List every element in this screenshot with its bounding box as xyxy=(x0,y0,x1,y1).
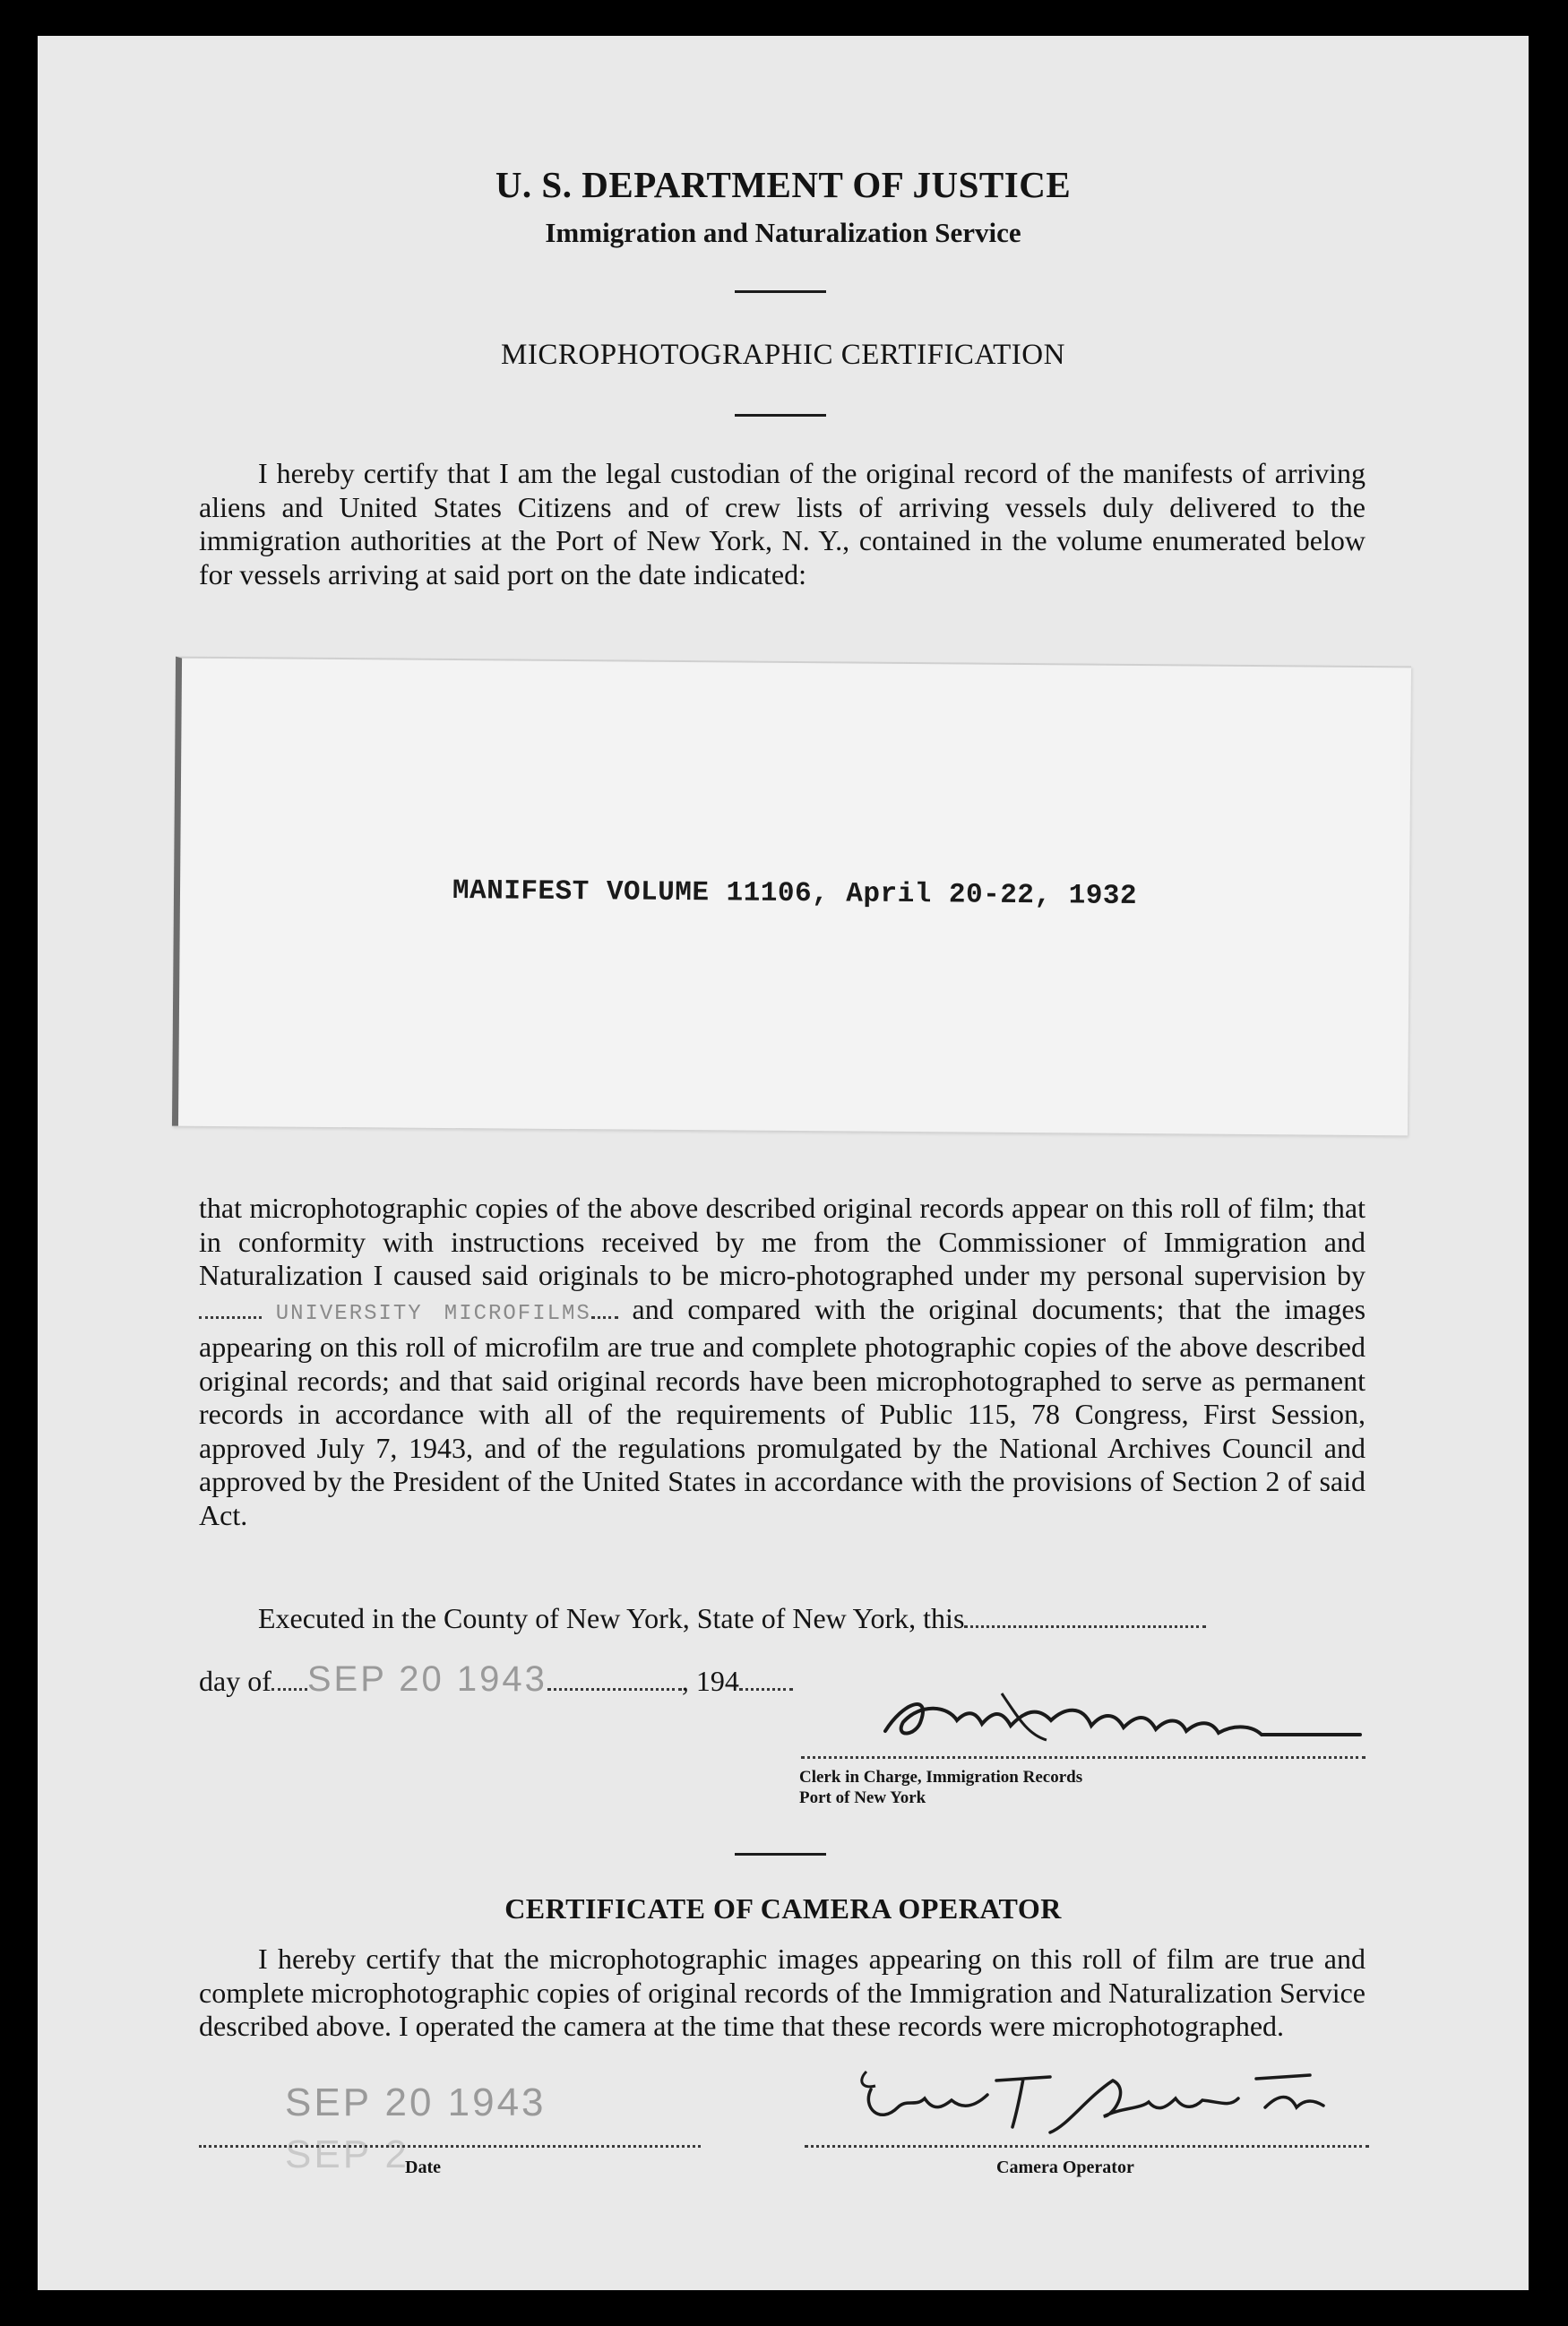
clerk-title-line2: Port of New York xyxy=(799,1788,926,1807)
divider-rule xyxy=(735,1853,826,1856)
camera-operator-signature xyxy=(844,2063,1373,2134)
manifest-volume-text: MANIFEST VOLUME 11106, April 20-22, 1932 xyxy=(452,875,1138,913)
dotted-fill xyxy=(964,1622,1206,1628)
dotted-fill xyxy=(547,1684,682,1691)
dotted-fill xyxy=(271,1684,307,1691)
day-of-line xyxy=(199,1659,793,1700)
camera-operator-label: Camera Operator xyxy=(996,2158,1134,2177)
executed-line xyxy=(258,1602,1206,1635)
camera-certificate-text: I hereby certify that the microphotographic images appearing on this roll of film are true and complete microphotographic copies of original records of the Immigration and Naturalization Service described above. I operated the camera at the time that these records were microphotographed. xyxy=(199,1943,1366,2042)
microfilm-company-stamp: UNIVERSITY MICROFILMS xyxy=(275,1301,591,1326)
year-prefix: , 194 xyxy=(681,1665,739,1697)
camera-date-stamp: SEP 20 1943 xyxy=(285,2080,547,2124)
day-of-label: day of xyxy=(199,1665,271,1697)
certification-body xyxy=(199,1192,1366,1532)
operator-signature-line xyxy=(805,2145,1369,2148)
clerk-signature xyxy=(867,1684,1369,1747)
dotted-fill xyxy=(739,1684,793,1691)
date-label: Date xyxy=(405,2158,441,2177)
clerk-title-line1: Clerk in Charge, Immigration Records xyxy=(799,1768,1083,1787)
date-signature-line xyxy=(199,2145,701,2148)
body-text-part2: and compared with the original documents; that the images appearing on this roll of microfilm are true and complete photographic copies of the above described original records; and that said original records have been microphotographed to serve as permanent records in accordance with all of the requirements of Public 115, 78 Congress, First Session, approved July 7, 1943, and of the regulations promulgated by the National Archives Council and approved by the President of the United States in accordance with the provisions of Section 2 of said Act. xyxy=(199,1292,1366,1531)
execution-date-stamp: SEP 20 1943 xyxy=(306,1659,547,1699)
clerk-signature-line xyxy=(801,1756,1366,1759)
department-title: U. S. DEPARTMENT OF JUSTICE xyxy=(495,164,1072,205)
divider-rule xyxy=(735,290,826,293)
manifest-label-inset xyxy=(172,657,1411,1136)
certification-heading: MICROPHOTOGRAPHIC CERTIFICATION xyxy=(501,339,1065,371)
executed-text: Executed in the County of New York, State of New York, this xyxy=(258,1602,965,1634)
camera-date-stamp-faded: SEP 2 xyxy=(285,2132,409,2176)
dotted-fill xyxy=(591,1313,618,1319)
document-page xyxy=(38,36,1529,2290)
intro-paragraph: I hereby certify that I am the legal custodian of the original record of the manifests of arriving aliens and United States Citizens and of crew lists of arriving vessels duly delivered to the immigration authorities at the Port of New York, N. Y., contained in the volume enumerated below for vessels arriving at said port on the date indicated: xyxy=(199,457,1366,590)
body-text-part1: that microphotographic copies of the above described original records appear on this roll of film; that in conformity with instructions received by me from the Commissioner of Immigration and Naturalization I caused said originals to be micro-photographed under my personal supervision by xyxy=(199,1192,1366,1291)
dotted-fill xyxy=(199,1313,262,1319)
divider-rule xyxy=(735,414,826,417)
camera-certificate-heading: CERTIFICATE OF CAMERA OPERATOR xyxy=(504,1892,1062,1925)
clerk-title xyxy=(799,1767,1082,1808)
service-subtitle: Immigration and Naturalization Service xyxy=(545,217,1021,248)
